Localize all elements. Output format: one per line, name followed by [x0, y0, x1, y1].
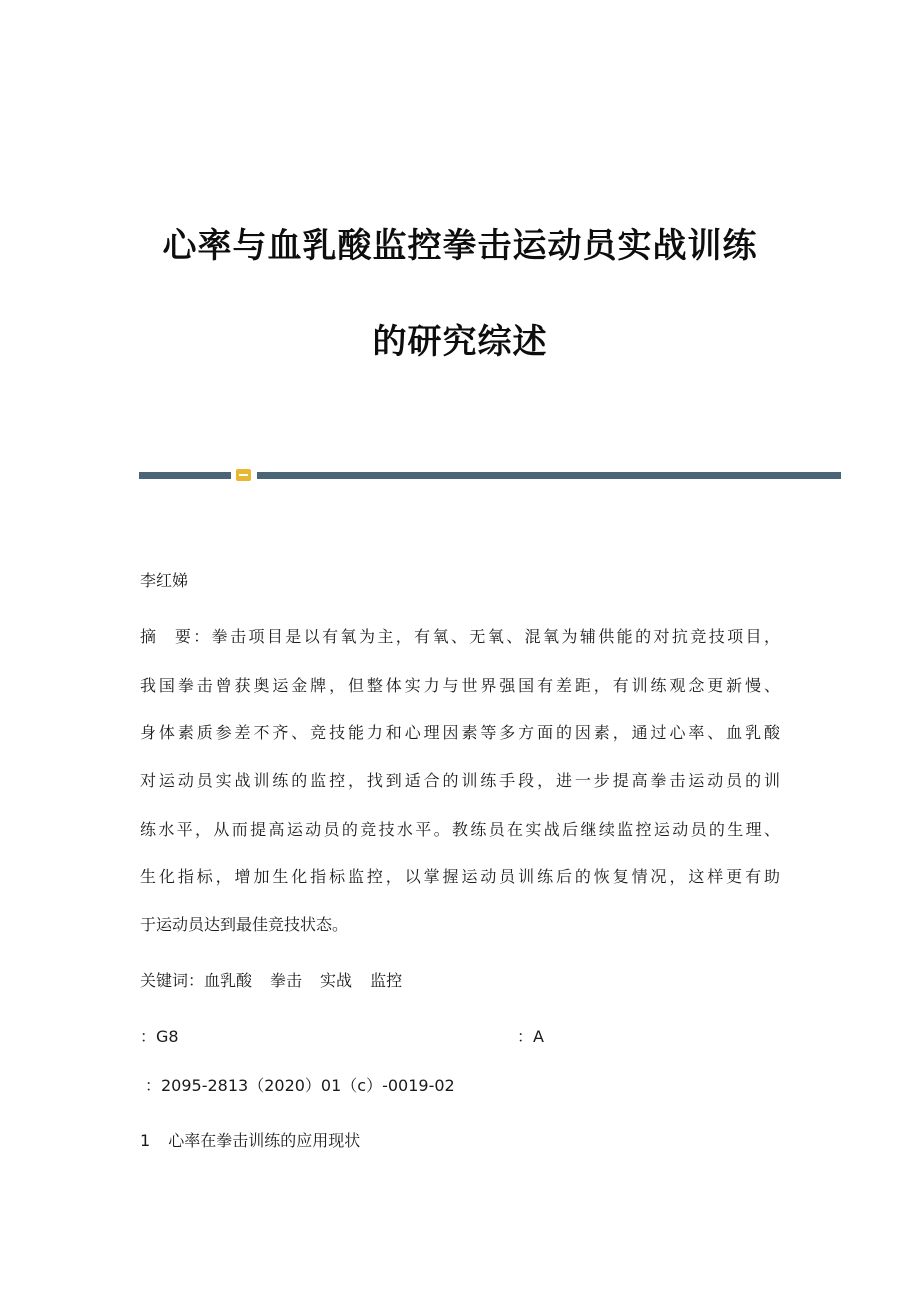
- abstract-line: 对运动员实战训练的监控，找到适合的训练手段，进一步提高拳击运动员的训: [140, 771, 780, 790]
- abstract-line: 练水平，从而提高运动员的竞技水平。教练员在实战后继续监控运动员的生理、: [140, 820, 780, 839]
- section-title: 心率在拳击训练的应用现状: [168, 1131, 361, 1150]
- abstract-line: 生化指标，增加生化指标监控，以掌握运动员训练后的恢复情况，这样更有助: [140, 867, 780, 886]
- abstract-line: [140, 627, 780, 647]
- article-id: ：2095-2813（2020）01（c）-0019-02: [145, 1076, 455, 1095]
- clc-number: ：G8: [140, 1027, 179, 1046]
- keyword-item: 拳击: [270, 971, 303, 990]
- keywords-line: [140, 971, 402, 991]
- divider-bar-left: [139, 472, 231, 479]
- keywords-label: 关键词：: [140, 971, 205, 990]
- section-number: 1: [140, 1131, 151, 1150]
- title-line-1: 心率与血乳酸监控拳击运动员实战训练: [162, 226, 758, 266]
- keyword-item: 监控: [370, 971, 403, 990]
- keyword-item: 血乳酸: [204, 971, 253, 990]
- abstract-label-second: 要：: [172, 627, 212, 646]
- divider-bar-right: [257, 472, 841, 479]
- abstract-line: 身体素质参差不齐、竞技能力和心理因素等多方面的因素，通过心率、血乳酸: [140, 723, 780, 742]
- abstract-line: 于运动员达到最佳竞技状态。: [140, 915, 349, 934]
- document-code: ：A: [517, 1027, 544, 1046]
- section-heading: [140, 1131, 360, 1151]
- divider-ornament-icon: [236, 469, 251, 481]
- abstract-label-first: 摘: [140, 627, 159, 646]
- title-line-2: 的研究综述: [372, 322, 548, 362]
- author-name: 李红娣: [140, 571, 189, 590]
- abstract-text: 拳击项目是以有氧为主，有氧、无氧、混氧为辅供能的对抗竞技项目，: [211, 627, 780, 646]
- keyword-item: 实战: [320, 971, 353, 990]
- abstract-line: 我国拳击曾获奥运金牌，但整体实力与世界强国有差距，有训练观念更新慢、: [140, 676, 780, 695]
